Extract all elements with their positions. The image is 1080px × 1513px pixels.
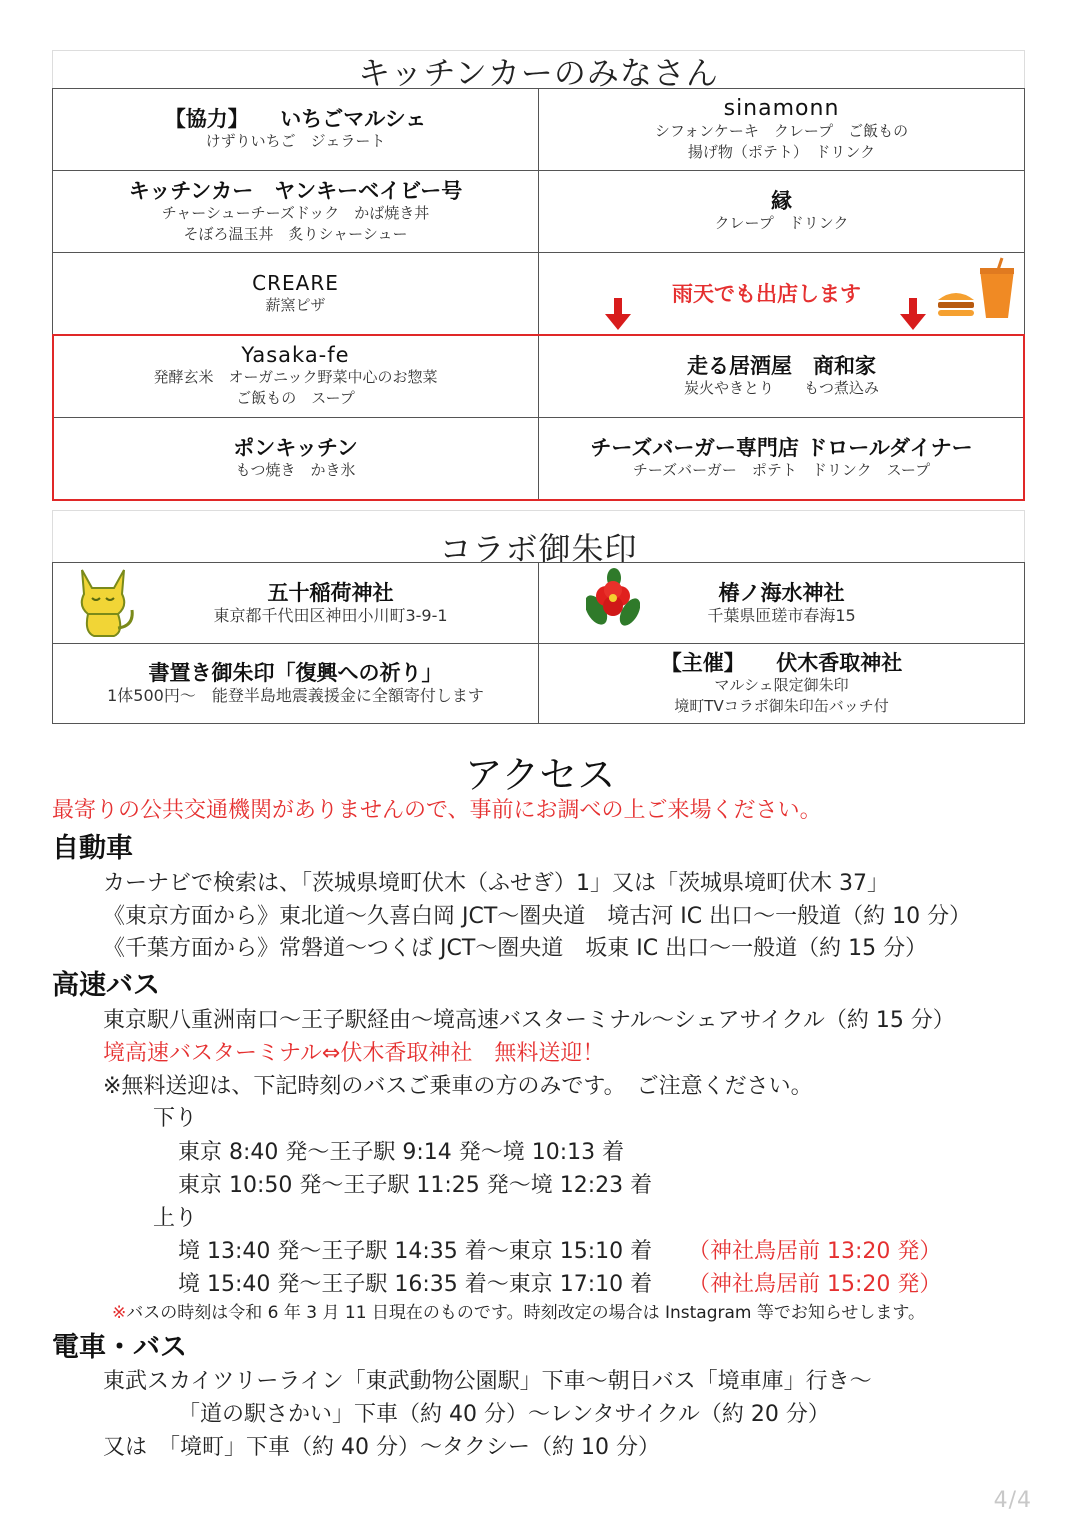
camellia-icon <box>586 566 640 632</box>
shop-menu: クレープ ドリンク <box>714 214 849 232</box>
bus-shuttle: 境高速バスターミナル⇔伏木香取神社 無料送迎！ <box>103 1041 605 1066</box>
goshuin-note: 1体500円～ 能登半島地震義援金に全額寄付します <box>107 686 484 705</box>
car-line: 《東京方面から》東北道～久喜白岡 JCT～圏央道 境古河 IC 出口～一般道（約 10 分） <box>103 904 972 929</box>
goshuin-title: コラボ御朱印 <box>439 530 638 568</box>
car-heading: 自動車 <box>52 833 133 864</box>
shop-menu: 薪窯ピザ <box>265 296 326 314</box>
shop-menu: シフォンケーキ クレープ ご飯もの <box>654 121 909 140</box>
shop-menu: もつ焼き かき氷 <box>235 461 356 479</box>
shop-menu: チーズバーガー ポテト ドリンク スープ <box>632 461 931 479</box>
car-line: カーナビで検索は、「茨城県境町伏木（ふせぎ）1」又は「茨城県境町伏木 37」 <box>103 871 889 896</box>
bus-up-label: 上り <box>153 1206 198 1231</box>
kitchen-cell-sinamonn <box>538 88 1025 171</box>
rain-ok-highlight <box>52 334 1025 501</box>
bus-up-note: （神社鳥居前 15:20 発） <box>688 1272 942 1297</box>
shop-menu: そぼろ温玉丼 炙りシャーシュー <box>183 224 408 243</box>
shop-name: 走る居酒屋 商和家 <box>687 353 876 378</box>
bus-heading: 高速バス <box>52 970 160 1001</box>
train-line: 東武スカイツリーライン「東武動物公園駅」下車～朝日バス「境車庫」行き～ <box>103 1369 872 1394</box>
kitchen-title: キッチンカーのみなさん <box>358 54 719 92</box>
goshuin-note: マルシェ限定御朱印 <box>714 675 849 694</box>
goshuin-cell-kakioki <box>52 643 539 724</box>
shop-name: キッチンカー ヤンキーベイビー号 <box>128 178 463 203</box>
shop-name: Yasaka-fe <box>241 343 350 367</box>
page-number: 4/4 <box>993 1488 1032 1513</box>
access-notice: 最寄りの公共交通機関がありませんので、事前にお調べの上ご来場ください。 <box>52 798 822 823</box>
goshuin-name: 書置き御朱印「復興への祈り」 <box>148 661 443 685</box>
kitchen-cell-en <box>538 170 1025 253</box>
car-line: 《千葉方面から》常磐道～つくば JCT～圏央道 坂東 IC 出口～一般道（約 15 分） <box>103 936 928 961</box>
fox-icon <box>70 566 136 640</box>
kitchen-cell-ichigo <box>52 88 539 171</box>
shop-menu: 揚げ物（ポテト） ドリンク <box>687 142 876 161</box>
shop-name: ポンキッチン <box>233 436 358 460</box>
shrine-address: 千葉県匝瑳市春海15 <box>707 605 856 625</box>
train-heading: 電車・バス <box>52 1332 187 1363</box>
shop-menu: 炭火やきとり もつ煮込み <box>683 378 879 397</box>
shrine-name: 五十稲荷神社 <box>267 580 394 605</box>
bus-down-label: 下り <box>153 1106 198 1131</box>
shrine-name: 椿ノ海水神社 <box>718 580 845 605</box>
shop-name: 縁 <box>771 189 792 213</box>
bus-caution: ※無料送迎は、下記時刻のバスご乗車の方のみです。 ご注意ください。 <box>103 1074 813 1099</box>
train-line: 又は 「境町」下車（約 40 分）～タクシー（約 10 分） <box>103 1435 660 1460</box>
bus-footnote <box>112 1298 925 1323</box>
train-line: 「道の駅さかい」下車（約 40 分）～レンタサイクル（約 20 分） <box>178 1402 830 1427</box>
burger-drink-icon <box>936 256 1016 322</box>
access-title: アクセス <box>464 753 616 797</box>
shop-menu: ご飯もの スープ <box>236 389 355 407</box>
shrine-address: 東京都千代田区神田小川町3-9-1 <box>213 605 448 625</box>
goshuin-note: 境町TVコラボ御朱印缶バッチ付 <box>674 696 889 715</box>
rain-notice: 雨天でも出店します <box>672 281 861 306</box>
shop-menu: けずりいちご ジェラート <box>205 132 386 150</box>
shop-name: 【協力】 いちごマルシェ <box>164 107 427 131</box>
goshuin-cell-fusegi <box>538 643 1025 724</box>
kitchen-cell-creare <box>52 252 539 335</box>
shrine-name: 【主催】 伏木香取神社 <box>660 650 903 675</box>
shop-menu: 発酵玄米 オーガニック野菜中心のお惣菜 <box>153 368 438 386</box>
bus-down-time: 東京 10:50 発～王子駅 11:25 発～境 12:23 着 <box>178 1173 653 1198</box>
bus-up-time: 境 15:40 発～王子駅 16:35 着～東京 17:10 着 <box>178 1272 653 1297</box>
kitchen-cell-yankee <box>52 170 539 253</box>
bus-down-time: 東京 8:40 発～王子駅 9:14 発～境 10:13 着 <box>178 1140 625 1165</box>
shop-name: CREARE <box>252 271 339 295</box>
shop-name: チーズバーガー専門店 ドロールダイナー <box>590 436 973 460</box>
shop-menu: チャーシューチーズドック かば焼き丼 <box>161 203 430 222</box>
bus-up-time: 境 13:40 発～王子駅 14:35 着～東京 15:10 着 <box>178 1239 653 1264</box>
footnote-mark: ※ <box>112 1303 127 1323</box>
footnote-text: バスの時刻は令和 6 年 3 月 11 日現在のものです。時刻改定の場合は Instagram 等でお知らせします。 <box>126 1303 925 1323</box>
bus-up-note: （神社鳥居前 13:20 発） <box>688 1239 942 1264</box>
bus-route: 東京駅八重洲南口～王子駅経由～境高速バスターミナル～シェアサイクル（約 15 分） <box>103 1008 955 1033</box>
shop-name: sinamonn <box>723 95 840 121</box>
